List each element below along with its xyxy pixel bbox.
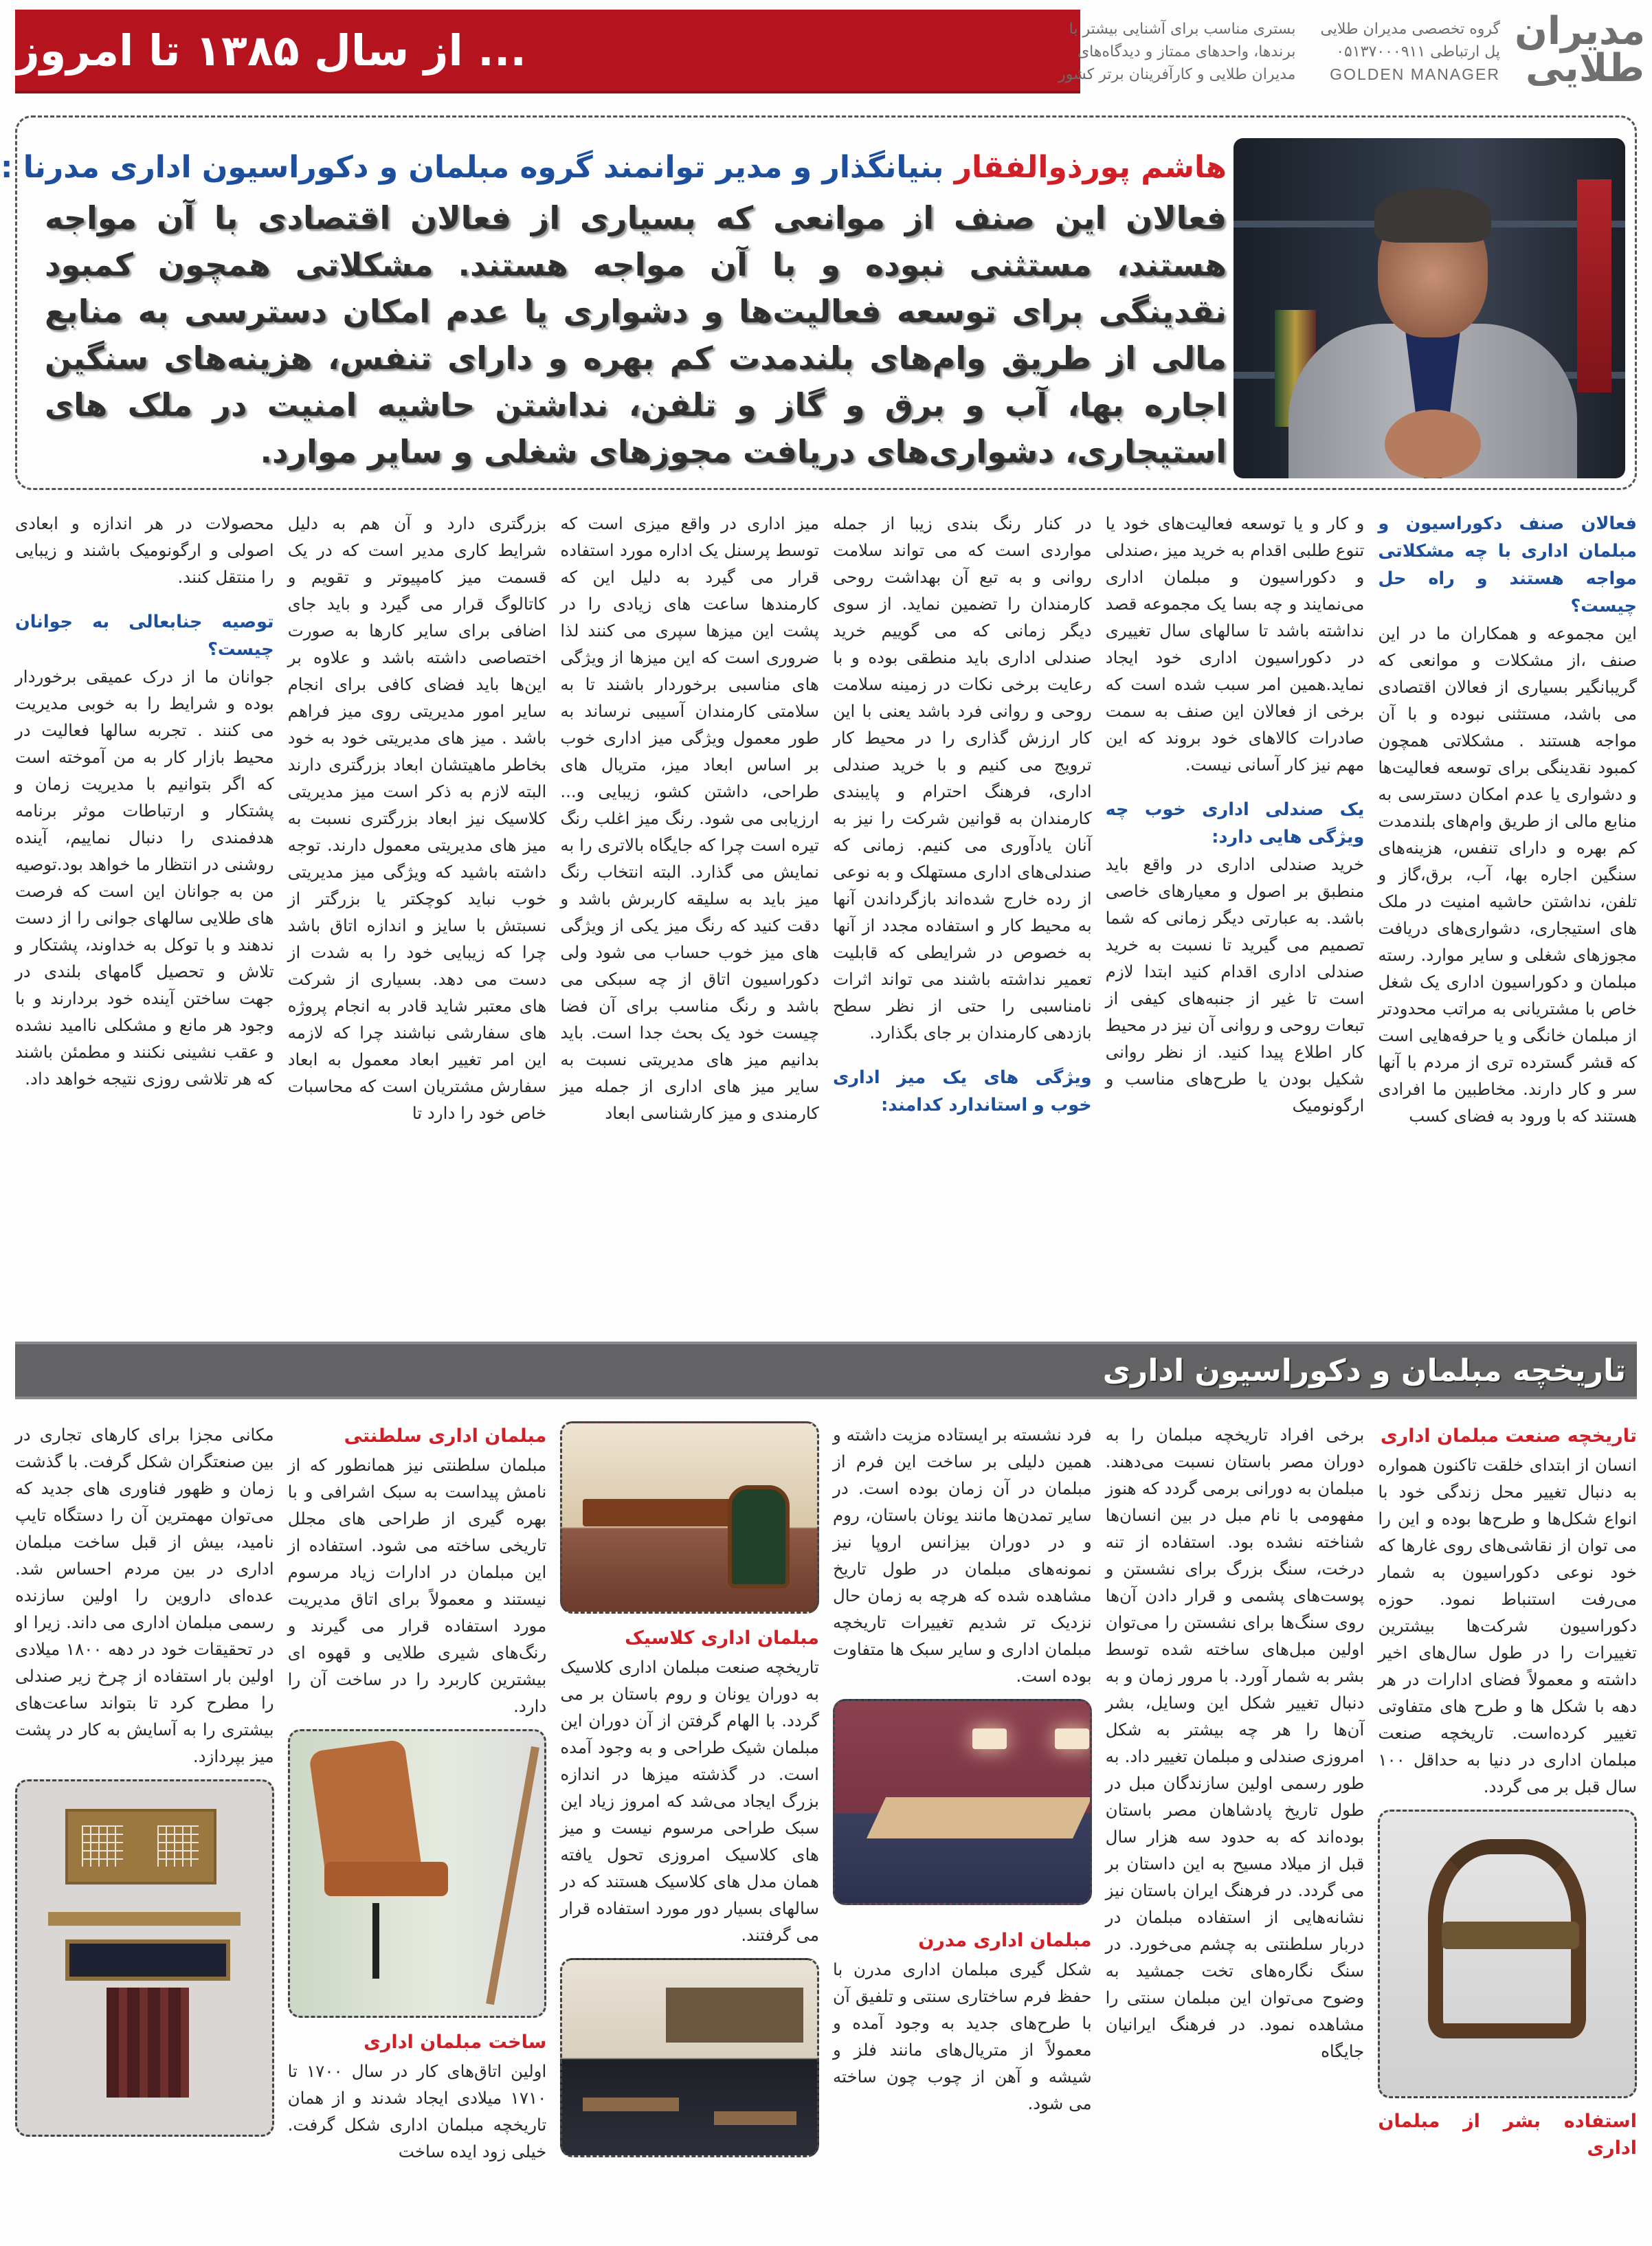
- paragraph: و کار و یا توسعه فعالیت‌های خود یا تنوع طلبی اقدام به خرید میز ،صندلی و دکوراسیون و مبلمان اداری می‌نمایند و چه بسا یک مجموعه قصد نداشته باشد تا سالهای سال تغییری در دکوراسیون اداری خود ایجاد نماید.همین امر سبب شده است که برخی از فعالان این صنف به سمت صادرات کالاهای خود بروند که این مهم نیز کار آسانی نیست.: [1105, 513, 1365, 775]
- paragraph: شکل گیری مبلمان اداری مدرن با حفظ فرم ساختاری سنتی و تلفیق آن با طرح‌های جدید به وجود آمده و معمولاً از متریال‌های مانند فلز و شیشه و آهن از چوب چون ساخته می شود.: [832, 1959, 1092, 2113]
- photo-sofa-set: [560, 1958, 819, 2157]
- paragraph: تاریخچه صنعت مبلمان اداری کلاسیک به دوران یونان و روم باستان بر می گردد. با الهام گرفتن از آن دوران این مبلمان شیک طراحی و به وجود آمده است. در گذشته میزها در اندازه بزرگ ایجاد می‌شد که امروز زیاد این سبک طراحی مرسوم نیست و میز های کلاسیک امروزی تحول یافته همان مدل های کلاسیک هستند که در سالهای بسیار دور مورد استفاده قرار می گرفتند.: [560, 1657, 819, 1945]
- column-2: [1106, 1421, 1365, 2239]
- pull-quote: فعالان این صنف از موانعی که بسیاری از فعالان اقتصادی با آن مواجه هستند، مستثنی نبوده و با آن مواجه هستند. مشکلاتی همچون کمبود نقدینگی برای توسعه فعالیت‌ها و دشواری یا عدم امکان دسترسی به منابع مالی از طریق وام‌های بلندمدت کم بهره و دارای تنفس، هزینه‌های سنگین اجاره بها، آب و برق و گاز و تلفن، نداشتن حاشیه امنیت در ملک های استیجاری، دشواری‌های دریافت مجوزهای شغلی و سایر موارد.: [45, 199, 1227, 470]
- paragraph: خرید صندلی اداری در واقع باید منطبق بر اصول و معیارهای خاصی باشد. به عبارتی دیگر زمانی که شما تصمیم می گیرید تا نسبت به خرید صندلی اداری اقدام کنید ابتدا لازم است تا غیر از جنبه‌های کیفی از تبعات روحی و روانی آن نیز در محیط کار اطلاع پیدا کنید. از نظر روانی شکیل بودن یا طرح‌های مناسب و ارگونومیک: [1105, 854, 1365, 1115]
- lamp: [1055, 1728, 1089, 1749]
- column-4: [560, 510, 819, 1321]
- group-line: گروه تخصصی مدیران طلایی: [1320, 20, 1500, 38]
- sofa-arm: [714, 2111, 796, 2125]
- brand-block: [1058, 9, 1652, 93]
- easel: [486, 1746, 539, 2005]
- section-title: تاریخچه مبلمان و دکوراسیون اداری: [1102, 1353, 1626, 1388]
- banner: [15, 10, 1080, 93]
- question-heading: فعالان صنف دکوراسیون و مبلمان اداری با چه مشکلاتی مواجه هستند و راه حل چیست؟: [1378, 513, 1637, 616]
- photo-wooden-chair: [15, 1779, 274, 2137]
- photo-conference-room: [833, 1699, 1092, 1905]
- photo-office-chair: [288, 1729, 547, 2018]
- brand-contact: [1320, 18, 1500, 86]
- paragraph: میز اداری در واقع میزی است که توسط پرسنل یک اداره مورد استفاده قرار می گیرد به دلیل این که کارمندها ساعت های زیادی را در پشت این میزها سپری می کنند لذا ضروری است که این میزها از ویژگی های مناسبی برخوردار باشند تا به سلامتی کارمندان آسیبی نرساند به طور معمول ویژگی میز اداری خوب بر اساس ابعاد میز، متریال های طراحی، داشتن کشو، زیبایی و... ارزیابی می شود. رنگ میز اغلب رنگ تیره است چرا که جایگاه بالاتری را به نمایش می گذارد. البته انتخاب رنگ میز باید به سلیقه کاربرش باشد و دقت کنید که رنگ میز یکی از ویژگی های میز خوب حساب می شود ولی دکوراسیون اتاق از چه سبکی می باشد و رنگ مناسب برای آن فضا چیست خود یک بحث جدا است. باید بدانیم میز های مدیریتی نسبت به سایر میز های اداری از جمله میز کارمندی و میز کارشناسی ابعاد: [560, 513, 819, 1123]
- photo-classic-desk: [560, 1421, 819, 1614]
- brand-logo: مدیران طلایی: [1515, 9, 1645, 91]
- chair-arm: [48, 1912, 241, 1926]
- section-heading: مبلمان اداری کلاسیک: [625, 1627, 819, 1649]
- interview-headline: [0, 146, 1227, 189]
- paragraph: بزرگتری دارد و آن هم به دلیل شرایط کاری مدیر است که در یک قسمت میز کامپیوتر و تقویم و کاتالوگ قرار می گیرد و باید جای اضافی برای سایر کارها به صورت اختصاصی داشته باشد و علاوه بر این‌ها باید فضای کافی برای انجام سایر امور مدیریتی روی میز فراهم باشد . میز های مدیریتی خود به خود بخاطر ماهیتشان ابعاد بزرگتری دارند البته لازم به ذکر است میز مدیریتی کلاسیک نیز ابعاد بزرگتری نسبت به میز های مدیریتی معمول دارند. توجه داشته باشید که ویژگی میز مدیریتی خوب نباید کوچکتر یا بزرگتر از نسبتش با سایز و اندازه اتاق باشد چرا که زیبایی خود را به شدت از دست می دهد. بسیاری از شرکت های معتبر شاید قادر به انجام پروژه های سفارشی نباشند چرا که لازمه این امر تغییر ابعاد معمول به ابعاد سفارش مشتریان است که محاسبات خاص خود را دارد تا: [287, 513, 547, 1123]
- section-bar: [15, 1342, 1637, 1399]
- conference-table: [867, 1797, 1092, 1838]
- contact-line: پل ارتباطی ۰۵۱۳۷۰۰۰۹۱۱: [1336, 43, 1500, 60]
- column-3: [833, 510, 1092, 1321]
- column-2: [1106, 510, 1365, 1321]
- history-columns: [15, 1421, 1637, 2239]
- section-heading: مبلمان اداری سلطنتی: [344, 1425, 547, 1447]
- tagline-line: مدیران طلایی و کارآفرینان برتر کشور: [1058, 65, 1296, 83]
- paragraph: محصولات در هر اندازه و ابعادی اصولی و ارگونومیک باشند و زیبایی را منتقل کنند.: [14, 513, 274, 587]
- paragraph: جوانان ما از درک عمیقی برخوردار بوده و شرایط را به خوبی مدیریت می کنند . تجربه سالها فعالیت در محیط بازار کار به من آموخته است که اگر بتوانیم با مدیریت زمان و پشتکار و ارتباطات موثر برنامه هدفمندی را دنبال نماییم، آینده روشنی در انتظار ما خواهد بود.توصیه من به جوانان این است که فرصت های طلایی سالهای جوانی را از دست ندهند و با توکل به خداوند، پشتکار و تلاش و تحصیل گامهای بلندی در جهت ساختن آینده خود بردارند و با وجود هر مانع و مشکلی ناامید نشده و عقب نشینی نکنند و مطمئن باشند که هر تلاشی روزی نتیجه خواهد داد.: [14, 667, 274, 1089]
- chair-legs: [107, 1988, 189, 2098]
- chair-seat: [324, 1862, 448, 1896]
- banner-title: ... از سال ۱۳۸۵ تا امروز: [15, 25, 526, 76]
- masthead: [0, 0, 1652, 103]
- chair-back: [65, 1809, 216, 1884]
- english-name: GOLDEN MANAGER: [1330, 65, 1500, 83]
- column-6: [15, 510, 274, 1321]
- column-1: [1378, 510, 1637, 1321]
- lattice: [82, 1825, 123, 1867]
- photo-antique-chair: [1378, 1810, 1637, 2098]
- hands: [1385, 410, 1481, 478]
- desk: [583, 1499, 734, 1526]
- paragraph: اولین اتاق‌های کار در سال ۱۷۰۰ تا ۱۷۱۰ میلادی ایجاد شدند و از همان تاریخچه مبلمان اداری شکل گرفت. خیلی زود ایده ساخت: [287, 2061, 547, 2161]
- paragraph: این مجموعه و همکاران ما در این صنف ،از مشکلات و موانعی که گریبانگیر بسیاری از فعالان اقتصادی می باشد، مستثنی نبوده و با آن مواجه هستند . مشکلاتی همچون کمبود نقدینگی برای توسعه فعالیت‌ها و دشواری یا عدم امکان دسترسی به منابع مالی از طریق وام‌های بلندمدت کم بهره و دارای تنفس، هزینه‌های سنگین اجاره بها، آب، برق،گاز و تلفن، نداشتن حاشیه امنیت در ملک های استیجاری، دشواری‌های دریافت مجوزهای شغلی و سایر موارد. رسته مبلمان و دکوراسیون اداری یک شغل خاص با مشتریانی به مراتب محدودتر از مبلمان خانگی و یا حرفه‌هایی است که قشر گسترده تری از مردم با آنها سر و کار دارند. مخاطبین ما افرادی هستند که با ورود به فضای کسب: [1378, 623, 1637, 1126]
- interview-columns: [15, 510, 1637, 1321]
- section-heading: مبلمان اداری مدرن: [918, 1930, 1092, 1951]
- lattice: [157, 1825, 199, 1867]
- column-6: [15, 1421, 274, 2239]
- lamp: [972, 1728, 1007, 1749]
- chair-seat: [65, 1939, 230, 1981]
- paragraph: مکانی مجزا برای کارهای تجاری در بین صنعتگران شکل گرفت. با گذشت زمان و ظهور فناوری های جدید که می‌توان مهمترین آن را دستگاه تایپ نامید، بیش از قبل ساخت مبلمان اداری در بین مردم احساس شد. عده‌ای داروین را اولین سازنده رسمی مبلمان اداری می داند. زیرا او در تحقیقات خود در دهه ۱۸۰۰ میلادی اولین بار استفاده از چرخ زیر صندلی را مطرح کرد تا بتواند ساعت‌های بیشتری را به آسایش به کار در پشت میز بپردازد.: [14, 1425, 274, 1766]
- question-heading: یک صندلی اداری خوب چه ویژگی هایی دارد:: [1105, 799, 1365, 847]
- desk: [666, 1988, 803, 2043]
- interview-box: [0, 115, 1637, 490]
- column-5: [288, 1421, 547, 2239]
- column-4: [560, 1421, 819, 2239]
- interview-text: [0, 146, 1227, 475]
- chair-base: [372, 1903, 379, 1979]
- paragraph: فرد نشسته بر ایستاده مزیت داشته و همین دلیلی بر ساخت این فرم از مبلمان در آن زمان بوده است. در سایر تمدن‌ها مانند یونان باستان، روم و در دوران بیزانس اروپا نیز نمونه‌های مبلمان در طول تاریخ مشاهده شده که هرچه به زمان حال نزدیک تر شدیم تغییرات تاریخچه مبلمان اداری و سایر سبک ها متفاوت بوده است.: [832, 1425, 1092, 1686]
- paragraph: در کنار رنگ بندی زیبا از جمله مواردی است که می تواند سلامت روانی و به تبع آن بهداشت روحی کارمندان را تضمین نماید. از سوی دیگر زمانی که می گوییم خرید صندلی اداری باید منطقی بوده و با رعایت برخی نکات در زمینه سلامت روحی و روانی فرد باشد یعنی با این کار ارزش گذاری را در محیط کار ترویج می کنیم و با خرید صندلی اداری، فرهنگ احترام و پایبندی کارمندان به قوانین شرکت را نیز به آنان یادآوری می کنیم. زمانی که صندلی‌های اداری مستهلک و به نوعی از رده خارج شده‌اند بازگرداندن آنها به محیط کار و استفاده مجدد از آنها به خصوص در شرایطی که قابلیت تعمیر نداشته باشند می تواند اثرات نامناسبی را حتی از نظر سطح بازدهی کارمندان بر جای بگذارد.: [832, 513, 1092, 1043]
- chair-seat: [1442, 1922, 1579, 1949]
- chair: [728, 1485, 790, 1588]
- paragraph: مبلمان سلطنتی نیز همانطور که از نامش پیداست به سبک اشرافی و با بهره گیری از طراحی های مجلل تاریخی ساخته می شود. استفاده از این مبلمان در ادارات زیاد مرسوم نیستند و معمولاً برای اتاق مدیریت مورد استفاده قرار می گیرند و رنگ‌های شیری طلایی و قهوه ای بیشترین کاربرد را در ساخت آن را دارد.: [287, 1455, 547, 1716]
- sofa-arm: [583, 2098, 679, 2111]
- brand-tagline: [1058, 18, 1295, 86]
- tagline-line: بستری مناسب برای آشنایی بیشتر با: [1069, 20, 1296, 38]
- books: [1577, 179, 1611, 392]
- column-1: [1378, 1421, 1637, 2239]
- column-3: [833, 1421, 1092, 2239]
- portrait-photo: [1234, 138, 1625, 478]
- column-5: [288, 510, 547, 1321]
- question-heading: ویژگی های یک میز اداری خوب و استاندارد کدامند:: [832, 1067, 1092, 1115]
- paragraph: برخی افراد تاریخچه مبلمان را به دوران مصر باستان نسبت می‌دهند. مبلمان به دورانی برمی گردد که هنوز مفهومی با نام مبل در بین انسان‌ها شناخته نشده بود. استفاده از تنه درخت، سنگ بزرگ برای نشستن و پوست‌های پشمی و قرار دادن آن‌ها روی سنگ‌ها برای نشستن را می‌توان اولین مبل‌های ساخته شده توسط بشر به شمار آورد. با مرور زمان و به دنبال تغییر شکل این وسایل، بشر آن‌ها را هر چه بیشتر به شکل امروزی صندلی و مبلمان تغییر داد. به طور رسمی اولین سازندگان مبل در طول تاریخ پادشاهان مصر باستان بوده‌اند که به حدود سه هزار سال قبل از میلاد مسیح به این داستان بر می گردد. در فرهنگ ایران باستان نیز نشانه‌هایی از استفاده مبلمان در دربار سلطنتی به چشم می‌خورد. در سنگ نگاره‌های تخت جمشید به وضوح می‌توان این مبلمان سنتی را مشاهده نمود. در فرهنگ ایرانیان جایگاه: [1105, 1425, 1365, 2061]
- interviewee-name: هاشم پورذوالفقار: [954, 150, 1227, 185]
- hair: [1374, 188, 1491, 243]
- paragraph: انسان از ابتدای خلقت تاکنون همواره به دنبال تغییر محل زندگی خود با انواع شکل‌ها و طرح‌ها بوده و این را می توان از نقاشی‌های روی غارها که خود نوعی دکوراسیون به شمار می‌رفت استنباط نمود. حوزه دکوراسیون شرکت‌ها بیشترین تغییرات را در طول سال‌های اخیر داشته و معمولاً فضای ادارات در هر دهه با شکل ها و طرح های متفاوتی تغییر کرده‌است. تاریخچه صنعت مبلمان اداری در دنیا به حداقل ۱۰۰ سال قبل بر می گردد.: [1378, 1455, 1637, 1797]
- photo-caption: استفاده بشر از مبلمان اداری: [1378, 2111, 1637, 2159]
- tagline-line: برندها، واحدهای ممتاز و دیدگاه‌های: [1077, 43, 1296, 60]
- section-heading: تاریخچه صنعت مبلمان اداری: [1380, 1425, 1637, 1447]
- section-heading: ساخت مبلمان اداری: [364, 2032, 547, 2053]
- question-heading: توصیه جنابعالی به جوانان چیست؟: [14, 612, 274, 660]
- interviewee-title: بنیانگذار و مدیر توانمند گروه مبلمان و دکوراسیون اداری مدرنا :: [0, 150, 955, 185]
